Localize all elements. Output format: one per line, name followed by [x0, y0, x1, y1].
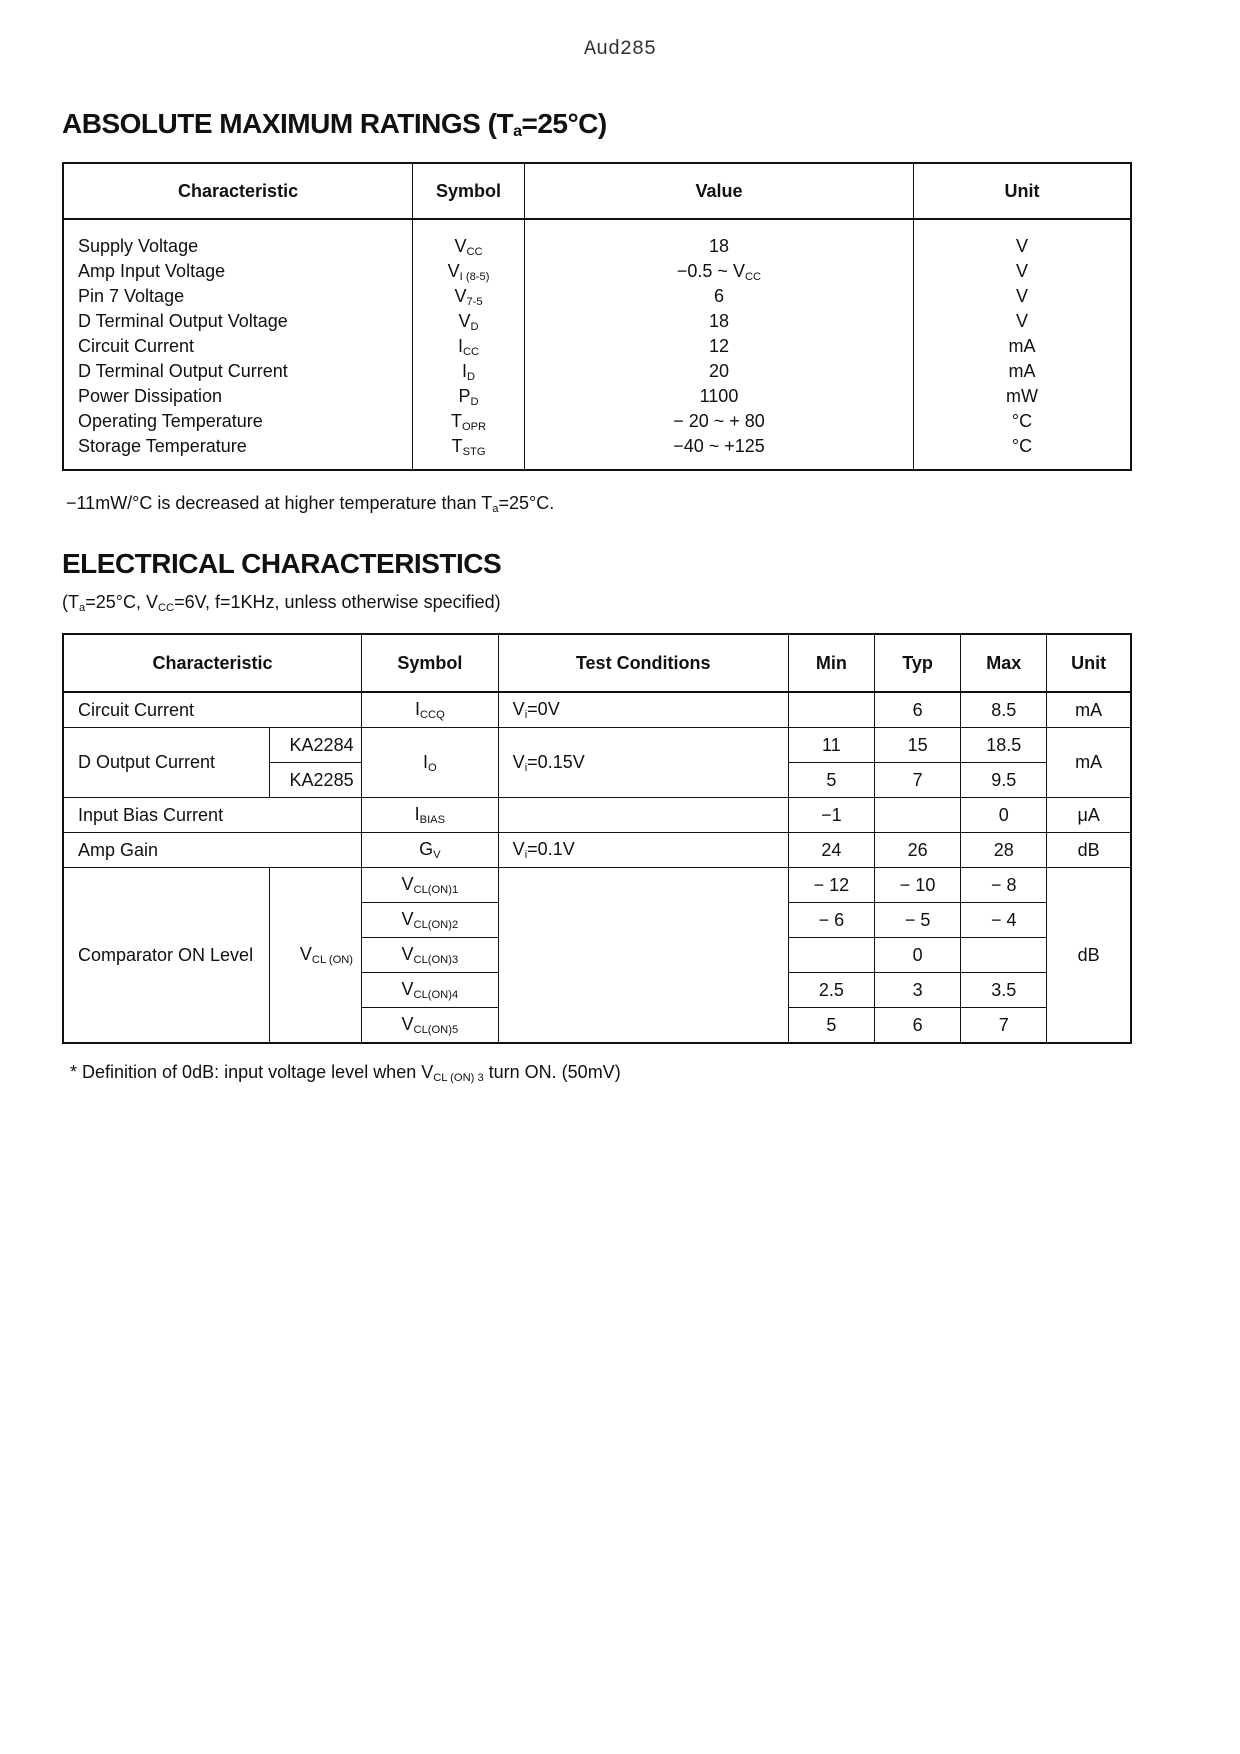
symbol-cell: $V_{CL(ON)2}$ [362, 903, 499, 938]
test-condition-cell: $V_i=0.1V$ [498, 833, 788, 868]
table-row [63, 798, 1131, 833]
characteristic-cell: Amp Input Voltage [78, 261, 226, 281]
max-cell: 7 [961, 1008, 1047, 1044]
max-cell: 3.5 [961, 973, 1047, 1008]
table-row [63, 833, 1131, 868]
col-header-symbol: Symbol [413, 163, 525, 219]
characteristic-cell: D Terminal Output Voltage [78, 311, 288, 331]
max-cell: 9.5 [961, 763, 1047, 798]
elec-char-title: ELECTRICAL CHARACTERISTICS [62, 548, 502, 579]
test-condition-cell: $V_i=0.15V$ [498, 728, 788, 798]
col-header-max: Max [961, 634, 1047, 692]
symbol-cell: $G_V$ [362, 833, 499, 868]
unit-cell: mA [1047, 728, 1131, 798]
characteristic-cell: D Terminal Output Current [78, 361, 288, 381]
col-header-test-conditions: Test Conditions [498, 634, 788, 692]
symbol-cell: $T_{OPR}$ [450, 411, 487, 433]
elec-conditions: ($T_a=25^\circ C$, $V_{CC}=6V$, f=1KHz, unless otherwise specified) [62, 592, 501, 614]
unit-cell: mA [1008, 361, 1036, 381]
unit-cell: mW [1006, 386, 1038, 406]
derating-note: −11mW/°C is decreased at higher temperature than $T_a=25^\circ C$. [66, 493, 555, 515]
min-cell: 11 [788, 728, 874, 763]
value-cell: −0.5 ~ $V_{CC}$ [676, 261, 762, 283]
characteristic-column [63, 219, 413, 470]
characteristic-cell: Operating Temperature [78, 411, 263, 431]
symbol-cell: $V_{CL(ON)3}$ [362, 938, 499, 973]
table-header-row [63, 163, 1131, 219]
symbol-cell: $I_{CC}$ [457, 336, 480, 358]
symbol-cell: $V_{7-5}$ [454, 286, 483, 308]
col-header-unit: Unit [914, 163, 1131, 219]
symbol-cell: $I_D$ [461, 361, 476, 383]
min-cell: 5 [788, 1008, 874, 1044]
value-cell: −40 ~ +125 [673, 436, 765, 456]
characteristic-cell: Amp Gain [63, 833, 362, 868]
unit-cell: °C [1011, 411, 1033, 431]
typ-cell [874, 798, 960, 833]
max-cell: 28 [961, 833, 1047, 868]
symbol-cell: $T_{STG}$ [451, 436, 486, 458]
unit-cell: dB [1047, 868, 1131, 1044]
table-row [63, 868, 1131, 903]
unit-cell: V [1016, 311, 1029, 331]
symbol-cell: $V_D$ [458, 311, 479, 333]
abs-max-title: ABSOLUTE MAXIMUM RATINGS $(T_a=25^\circ C)$ [62, 108, 607, 140]
min-cell: 2.5 [788, 973, 874, 1008]
value-cell: 6 [713, 286, 724, 306]
min-cell: − 6 [788, 903, 874, 938]
unit-cell: mA [1047, 692, 1131, 728]
typ-cell: 6 [874, 692, 960, 728]
value-column [524, 219, 913, 470]
unit-cell: V [1016, 236, 1029, 256]
abs-max-table [62, 162, 1132, 471]
value-cell: 18 [708, 311, 729, 331]
typ-cell: 26 [874, 833, 960, 868]
col-header-symbol: Symbol [362, 634, 499, 692]
typ-cell: − 10 [874, 868, 960, 903]
part-number-cell: KA2284 [269, 728, 362, 763]
value-cell: 1100 [699, 386, 739, 406]
symbol-cell: $I_{BIAS}$ [362, 798, 499, 833]
characteristic-cell: Comparator ON Level [63, 868, 269, 1044]
symbol-cell: $V_{I (8-5)}$ [447, 261, 490, 283]
max-cell: − 4 [961, 903, 1047, 938]
unit-cell: °C [1011, 436, 1033, 456]
unit-cell: mA [1008, 336, 1036, 356]
characteristic-cell: Circuit Current [78, 336, 195, 356]
symbol-cell: $V_{CL(ON)1}$ [362, 868, 499, 903]
symbol-cell: $P_D$ [458, 386, 479, 408]
symbol-cell: $I_{CCQ}$ [362, 692, 499, 728]
col-header-characteristic: Characteristic [63, 634, 362, 692]
test-condition-cell [498, 798, 788, 833]
test-condition-cell [498, 868, 788, 1044]
min-cell [788, 692, 874, 728]
max-cell: − 8 [961, 868, 1047, 903]
value-cell: 12 [708, 336, 729, 356]
symbol-cell: $V_{CL(ON)5}$ [362, 1008, 499, 1044]
characteristic-cell: Power Dissipation [78, 386, 223, 406]
typ-cell: − 5 [874, 903, 960, 938]
unit-cell: dB [1047, 833, 1131, 868]
characteristic-cell: Supply Voltage [78, 236, 199, 256]
symbol-cell: $I_O$ [362, 728, 499, 798]
symbol-cell: $V_{CC}$ [454, 236, 483, 258]
min-cell: −1 [788, 798, 874, 833]
symbol-cell: $V_{CL(ON)4}$ [362, 973, 499, 1008]
characteristic-cell: Pin 7 Voltage [78, 286, 185, 306]
characteristic-cell: D Output Current [63, 728, 269, 798]
col-header-min: Min [788, 634, 874, 692]
col-header-unit: Unit [1047, 634, 1131, 692]
document-code: Aud285 [583, 38, 656, 61]
group-symbol-cell: $V_{CL (ON)}$ [269, 868, 362, 1044]
unit-cell: μA [1047, 798, 1131, 833]
min-cell: − 12 [788, 868, 874, 903]
footnote: * Definition of 0dB: input voltage level when $V_{CL (ON) 3}$ turn ON. (50mV) [70, 1062, 621, 1084]
typ-cell: 6 [874, 1008, 960, 1044]
unit-column [914, 219, 1131, 470]
max-cell: 0 [961, 798, 1047, 833]
value-cell: 20 [708, 361, 729, 381]
unit-cell: V [1016, 286, 1029, 306]
typ-cell: 7 [874, 763, 960, 798]
table-body-row [63, 219, 1131, 470]
characteristic-cell: Input Bias Current [63, 798, 362, 833]
test-condition-cell: $V_i=0V$ [498, 692, 788, 728]
table-header-row [63, 634, 1131, 692]
table-row [63, 728, 1131, 763]
table-row [63, 692, 1131, 728]
col-header-characteristic: Characteristic [63, 163, 413, 219]
max-cell [961, 938, 1047, 973]
value-cell: − 20 ~ + 80 [673, 411, 765, 431]
elec-char-table [62, 633, 1132, 1044]
part-number-cell: KA2285 [269, 763, 362, 798]
max-cell: 18.5 [961, 728, 1047, 763]
typ-cell: 3 [874, 973, 960, 1008]
max-cell: 8.5 [961, 692, 1047, 728]
characteristic-cell: Storage Temperature [78, 436, 247, 456]
typ-cell: 0 [874, 938, 960, 973]
characteristic-cell: Circuit Current [63, 692, 362, 728]
min-cell [788, 938, 874, 973]
min-cell: 24 [788, 833, 874, 868]
min-cell: 5 [788, 763, 874, 798]
value-cell: 18 [708, 236, 729, 256]
typ-cell: 15 [874, 728, 960, 763]
unit-cell: V [1016, 261, 1029, 281]
col-header-typ: Typ [874, 634, 960, 692]
col-header-value: Value [524, 163, 913, 219]
symbol-column [413, 219, 525, 470]
